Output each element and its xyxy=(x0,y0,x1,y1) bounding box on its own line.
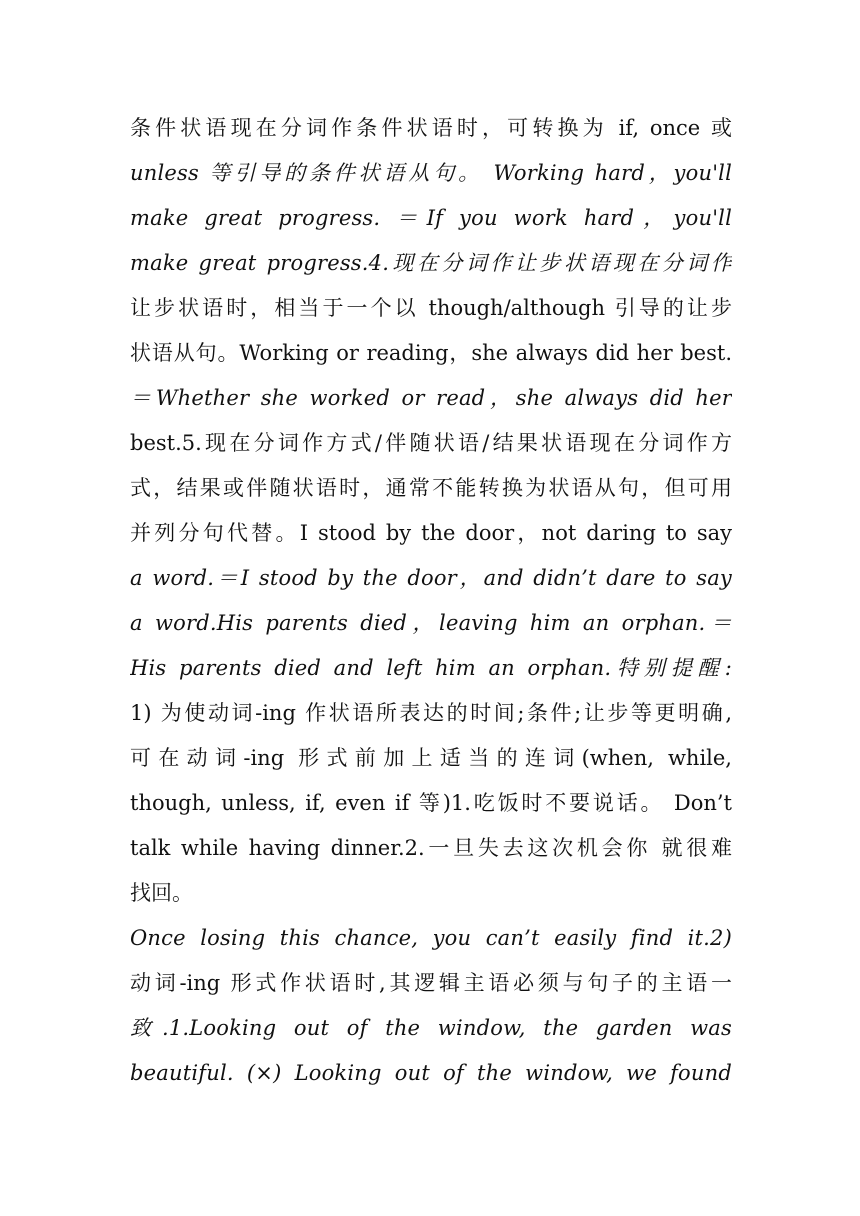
text-line: best.5.现在分词作方式/伴随状语/结果状语现在分词作方 xyxy=(130,431,732,455)
text-line: 动词-ing 形式作状语时,其逻辑主语必须与句子的主语一 xyxy=(130,971,732,995)
document-body xyxy=(130,106,732,1096)
text-line: 可在动词-ing 形式前加上适当的连词(when, while, xyxy=(130,746,732,770)
text-line: 状语从句。Working or reading，she always did her best. xyxy=(130,341,732,365)
text-line: ＝Whether she worked or read，she always did her xyxy=(130,386,732,410)
text-line: 找回。 xyxy=(130,881,193,905)
text-line: a word.His parents died，leaving him an orphan.＝ xyxy=(130,611,732,635)
text-line: make great progress. ＝If you work hard，you'll xyxy=(130,206,732,230)
text-line: Once losing this chance, you can’t easily find it.2) xyxy=(130,926,732,950)
text-line: a word.＝I stood by the door，and didn’t dare to say xyxy=(130,566,732,590)
text-line: 并列分句代替。I stood by the door，not daring to say xyxy=(130,521,732,545)
text-line: beautiful. (×) Looking out of the window, we found xyxy=(130,1061,732,1085)
text-line: talk while having dinner.2.一旦失去这次机会你 就很难 xyxy=(130,836,732,860)
text-line: 让步状语时，相当于一个以 though/although 引导的让步 xyxy=(130,296,732,320)
text-line: though, unless, if, even if 等)1.吃饭时不要说话。 Don’t xyxy=(130,791,732,815)
text-line: 式，结果或伴随状语时，通常不能转换为状语从句，但可用 xyxy=(130,476,732,500)
text-line: unless 等引导的条件状语从句。 Working hard，you'll xyxy=(130,161,732,185)
text-line: 致.1.Looking out of the window, the garden was xyxy=(130,1016,732,1040)
text-line: 条件状语现在分词作条件状语时，可转换为 if, once 或 xyxy=(130,116,732,140)
text-line: 1) 为使动词-ing 作状语所表达的时间;条件;让步等更明确, xyxy=(130,701,732,725)
text-line: His parents died and left him an orphan.特别提醒: xyxy=(130,656,732,680)
text-line: make great progress.4.现在分词作让步状语现在分词作 xyxy=(130,251,732,275)
